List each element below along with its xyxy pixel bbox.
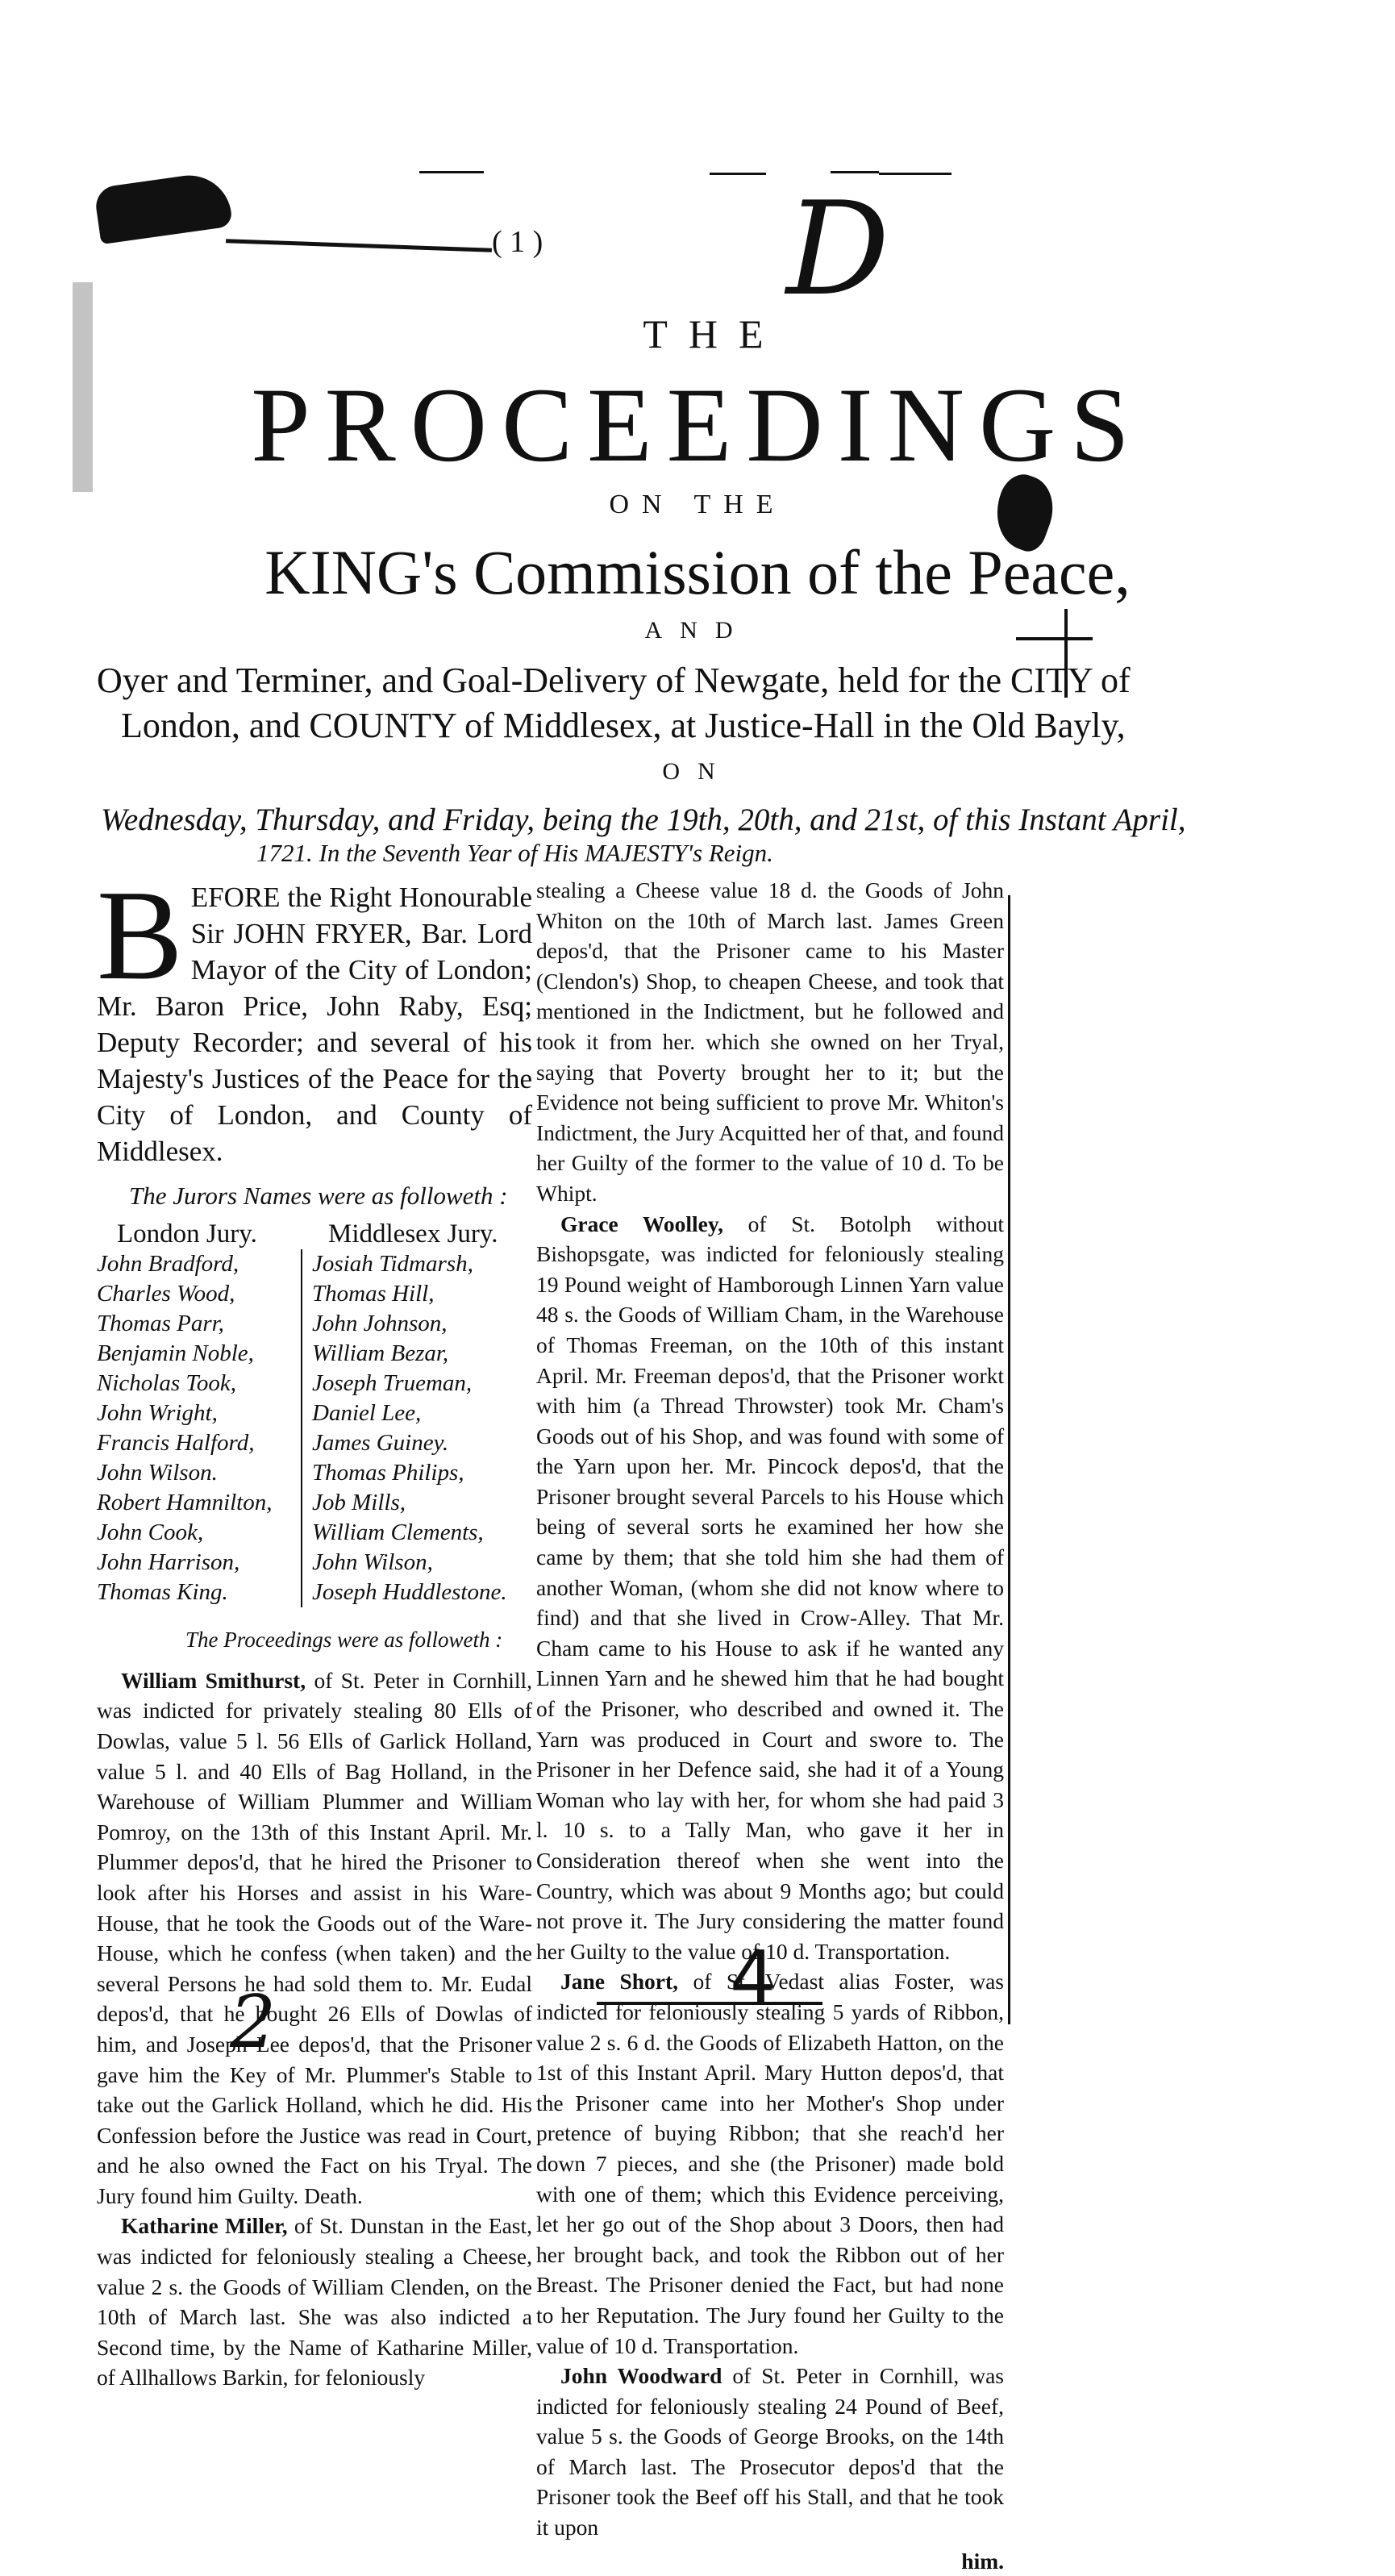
dates-line-1: Wednesday, Thursday, and Friday, being the 19th, 20th, and 21st, of this Instant April, [101,802,1186,837]
intro-text: EFORE the Right Honourable Sir JOHN FRYER, Bar. Lord Mayor of the City of London; Mr. Baron Price, John Raby, Esq; Deputy Recorder; and several of his Majesty's Justices of the Peace for the City of London, and County of Middlesex. [97,882,532,1167]
ink-dash-top-2 [710,173,766,175]
london-jury-list [97,1249,302,1607]
case-woodward [536,2361,1004,2543]
juror: William Clements, [312,1519,484,1546]
title-proceedings: PROCEEDINGS [251,365,1144,484]
right-column [536,875,1004,2576]
juror: Joseph Trueman, [312,1370,473,1397]
juror: Thomas Parr, [97,1311,224,1337]
proceedings-heading: The Proceedings were as followeth : [185,1628,503,1653]
case-woolley [536,1209,1004,1967]
juror: Josiah Tidmarsh, [312,1251,473,1278]
catchword: him. [961,2548,1004,2574]
juror: Daniel Lee, [312,1400,422,1427]
juror: James Guiney. [312,1430,449,1457]
juror: Benjamin Noble, [97,1340,254,1367]
court-line-1: Oyer and Terminer, and Goal-Delivery of Newgate, held for the CITY of [97,661,1131,700]
case-text: of St. Peter in Cornhill, was indicted for feloniously stealing 24 Pound of Beef, value 5 s. the Goods of George Brooks, on the 14th of March last. The Prosecutor depos'd that the Prisoner took the Beef off his Stall, and that he took it upon [536,2363,1004,2541]
ink-vertical-rule-right [1008,895,1010,2024]
juror: Robert Hamnilton, [97,1490,273,1516]
page-number: ( 1 ) [492,225,543,259]
middlesex-jury-list [312,1249,522,1607]
left-column [97,863,532,2393]
juror: John Johnson, [312,1311,448,1337]
london-jury-heading: London Jury. [117,1219,257,1248]
intro-paragraph [97,863,532,1169]
case-miller [97,2211,532,2393]
juror: John Wright, [97,1400,218,1427]
case-text: of St. Botolph without Bishopsgate, was indicted for feloniously stealing 19 Pound weight of Hamborough Linnen Yarn value 48 s. the Goods of William Cham, in the Warehouse of Thomas Freeman, on the 10th of this instant April. Mr. Freeman depos'd, that the Prisoner workt with him (a Thread Throwster) took Mr. Cham's Goods out of his Shop, and was found with some of the Yarn upon her. Mr. Pincock depos'd, that the Prisoner brought several Parcels to his House which being of several sorts he examined her how she came by them; that she told him she had them of another Woman, (whom she did not know where to find) and that she lived in Crow-Alley. That Mr. Cham came to his House to ask if he wanted any Linnen Yarn and he shewed him that he had bought of the Prisoner, who described and owned it. The Yarn was produced in Court and swore to. The Prisoner in her Defence said, she had it of a Young Woman who lay with her, for whom she had paid 3 l. 10 s. to a Tally Man, who gave it her in Consideration thereof when she went into the Country, which was about 9 Months ago; but could not prove it. The Jury considering the matter found her Guilty to the value of 10 d. Transportation. [536,1211,1004,1964]
case-text: of St. Dunstan in the East, was indicted for feloniously stealing a Cheese, value 2 s. the Goods of William Clenden, on the 10th of March last. She was also indicted a Second time, by the Name of Katharine Miller, of Allhallows Barkin, for feloniously [97,2213,532,2391]
case-miller-continued: stealing a Cheese value 18 d. the Goods of John Whiton on the 10th of March last. James Green depos'd, that the Prisoner came to his Master (Clendon's) Shop, to cheapen Cheese, and took that mentioned in the Indictment, but he followed and took it from her. which she owned on her Tryal, saying that Poverty brought her to it; but the Evidence not being sufficient to prove Mr. Whiton's Indictment, the Jury Acquitted her of that, and found her Guilty of the former to the value of 10 d. To be Whipt. [536,877,1004,1206]
juror: Francis Halford, [97,1430,255,1457]
middlesex-jury-heading: Middlesex Jury. [328,1219,498,1248]
subtitle-on: ON [662,758,733,785]
case-text: of St. Peter in Cornhill, was indicted for privately stealing 80 Ells of Dowlas, value 5 l. 56 Ells of Garlick Holland, value 5 l. and 40 Ells of Bag Holland, in the Warehouse of William Plummer and William Pomroy, on the 13th of this Instant April. Mr. Plummer depos'd, that he hired the Prisoner to look after his Horses and assist in his Ware-House, that he took the Goods out of the Ware-House, which he confess (when taken) and the several Persons he had sold them to. Mr. Eudal depos'd, that he bought 26 Ells of Dowlas of him, and Joseph Lee depos'd, that the Prisoner gave him the Key of Mr. Plummer's Stable to take out the Garlick Holland, which he did. His Confession before the Justice was read in Court, and he also owned the Fact on his Tryal. The Jury found him Guilty. Death. [97,1667,532,2208]
juror: John Harrison, [97,1549,240,1576]
handwritten-number-bottom-left: 2 [230,1980,277,2065]
london-jury [97,1219,302,1608]
case-text: of St. Vedast alias Foster, was indicted for feloniously stealing 5 yards of Ribbon, value 2 s. 6 d. the Goods of Elizabeth Hatton, on the 1st of this Instant April. Mary Hutton depos'd, that the Prisoner came into her Mother's Shop under pretence of buying Ribbon; that she reach'd her down 7 pieces, and she (the Prisoner) made bold with one of them; which this Evidence perceiving, let her go out of the Shop about 3 Doors, then had her brought back, and took the Ribbon out of her Breast. The Prisoner denied the Fact, but had none to her Reputation. The Jury found her Guilty to the value of 10 d. Transportation. [536,1969,1005,2358]
juror: Joseph Huddlestone. [312,1579,507,1606]
commission-title: KING's Commission of the Peace, [264,537,1131,607]
jury-lists [97,1219,532,1608]
juror: John Bradford, [97,1251,239,1278]
subtitle-and: AND [644,617,751,644]
case-smithurst [97,1665,532,2211]
juror: William Bezar, [312,1340,449,1367]
ink-smudge-top-left [94,170,233,244]
juror: Thomas Hill, [312,1281,435,1307]
defendant-name: William Smithurst, [121,1667,306,1693]
dates-line-2: 1721. In the Seventh Year of His MAJESTY's Reign. [256,839,773,867]
juror: John Cook, [97,1519,204,1546]
title-the: THE [643,311,785,356]
juror: Thomas Philips, [312,1460,464,1486]
juror: John Wilson, [312,1549,433,1576]
case-short [536,1966,1004,2361]
juror: Nicholas Took, [97,1370,236,1397]
drop-cap: B [97,863,183,1007]
juror: John Wilson. [97,1460,218,1486]
ink-dash-top-4 [879,173,952,175]
handwritten-number-bottom-right: 4 [730,1936,777,2020]
juror: Thomas King. [97,1579,228,1606]
middlesex-jury [312,1219,522,1608]
court-line-2: London, and COUNTY of Middlesex, at Justice-Hall in the Old Bayly, [121,706,1126,745]
ink-scribble-stroke [226,239,492,252]
defendant-name: Grace Woolley, [560,1211,723,1236]
jurors-heading: The Jurors Names were as followeth : [129,1182,508,1210]
defendant-name: Katharine Miller, [121,2213,288,2239]
ink-dash-top [419,171,484,173]
defendant-name: Jane Short, [560,1969,679,1995]
juror: Charles Wood, [97,1281,235,1307]
subtitle-on-the: ON THE [609,490,786,519]
juror: Job Mills, [312,1490,406,1516]
handwritten-letter-d: D [786,173,890,324]
defendant-name: John Woodward [560,2363,722,2389]
